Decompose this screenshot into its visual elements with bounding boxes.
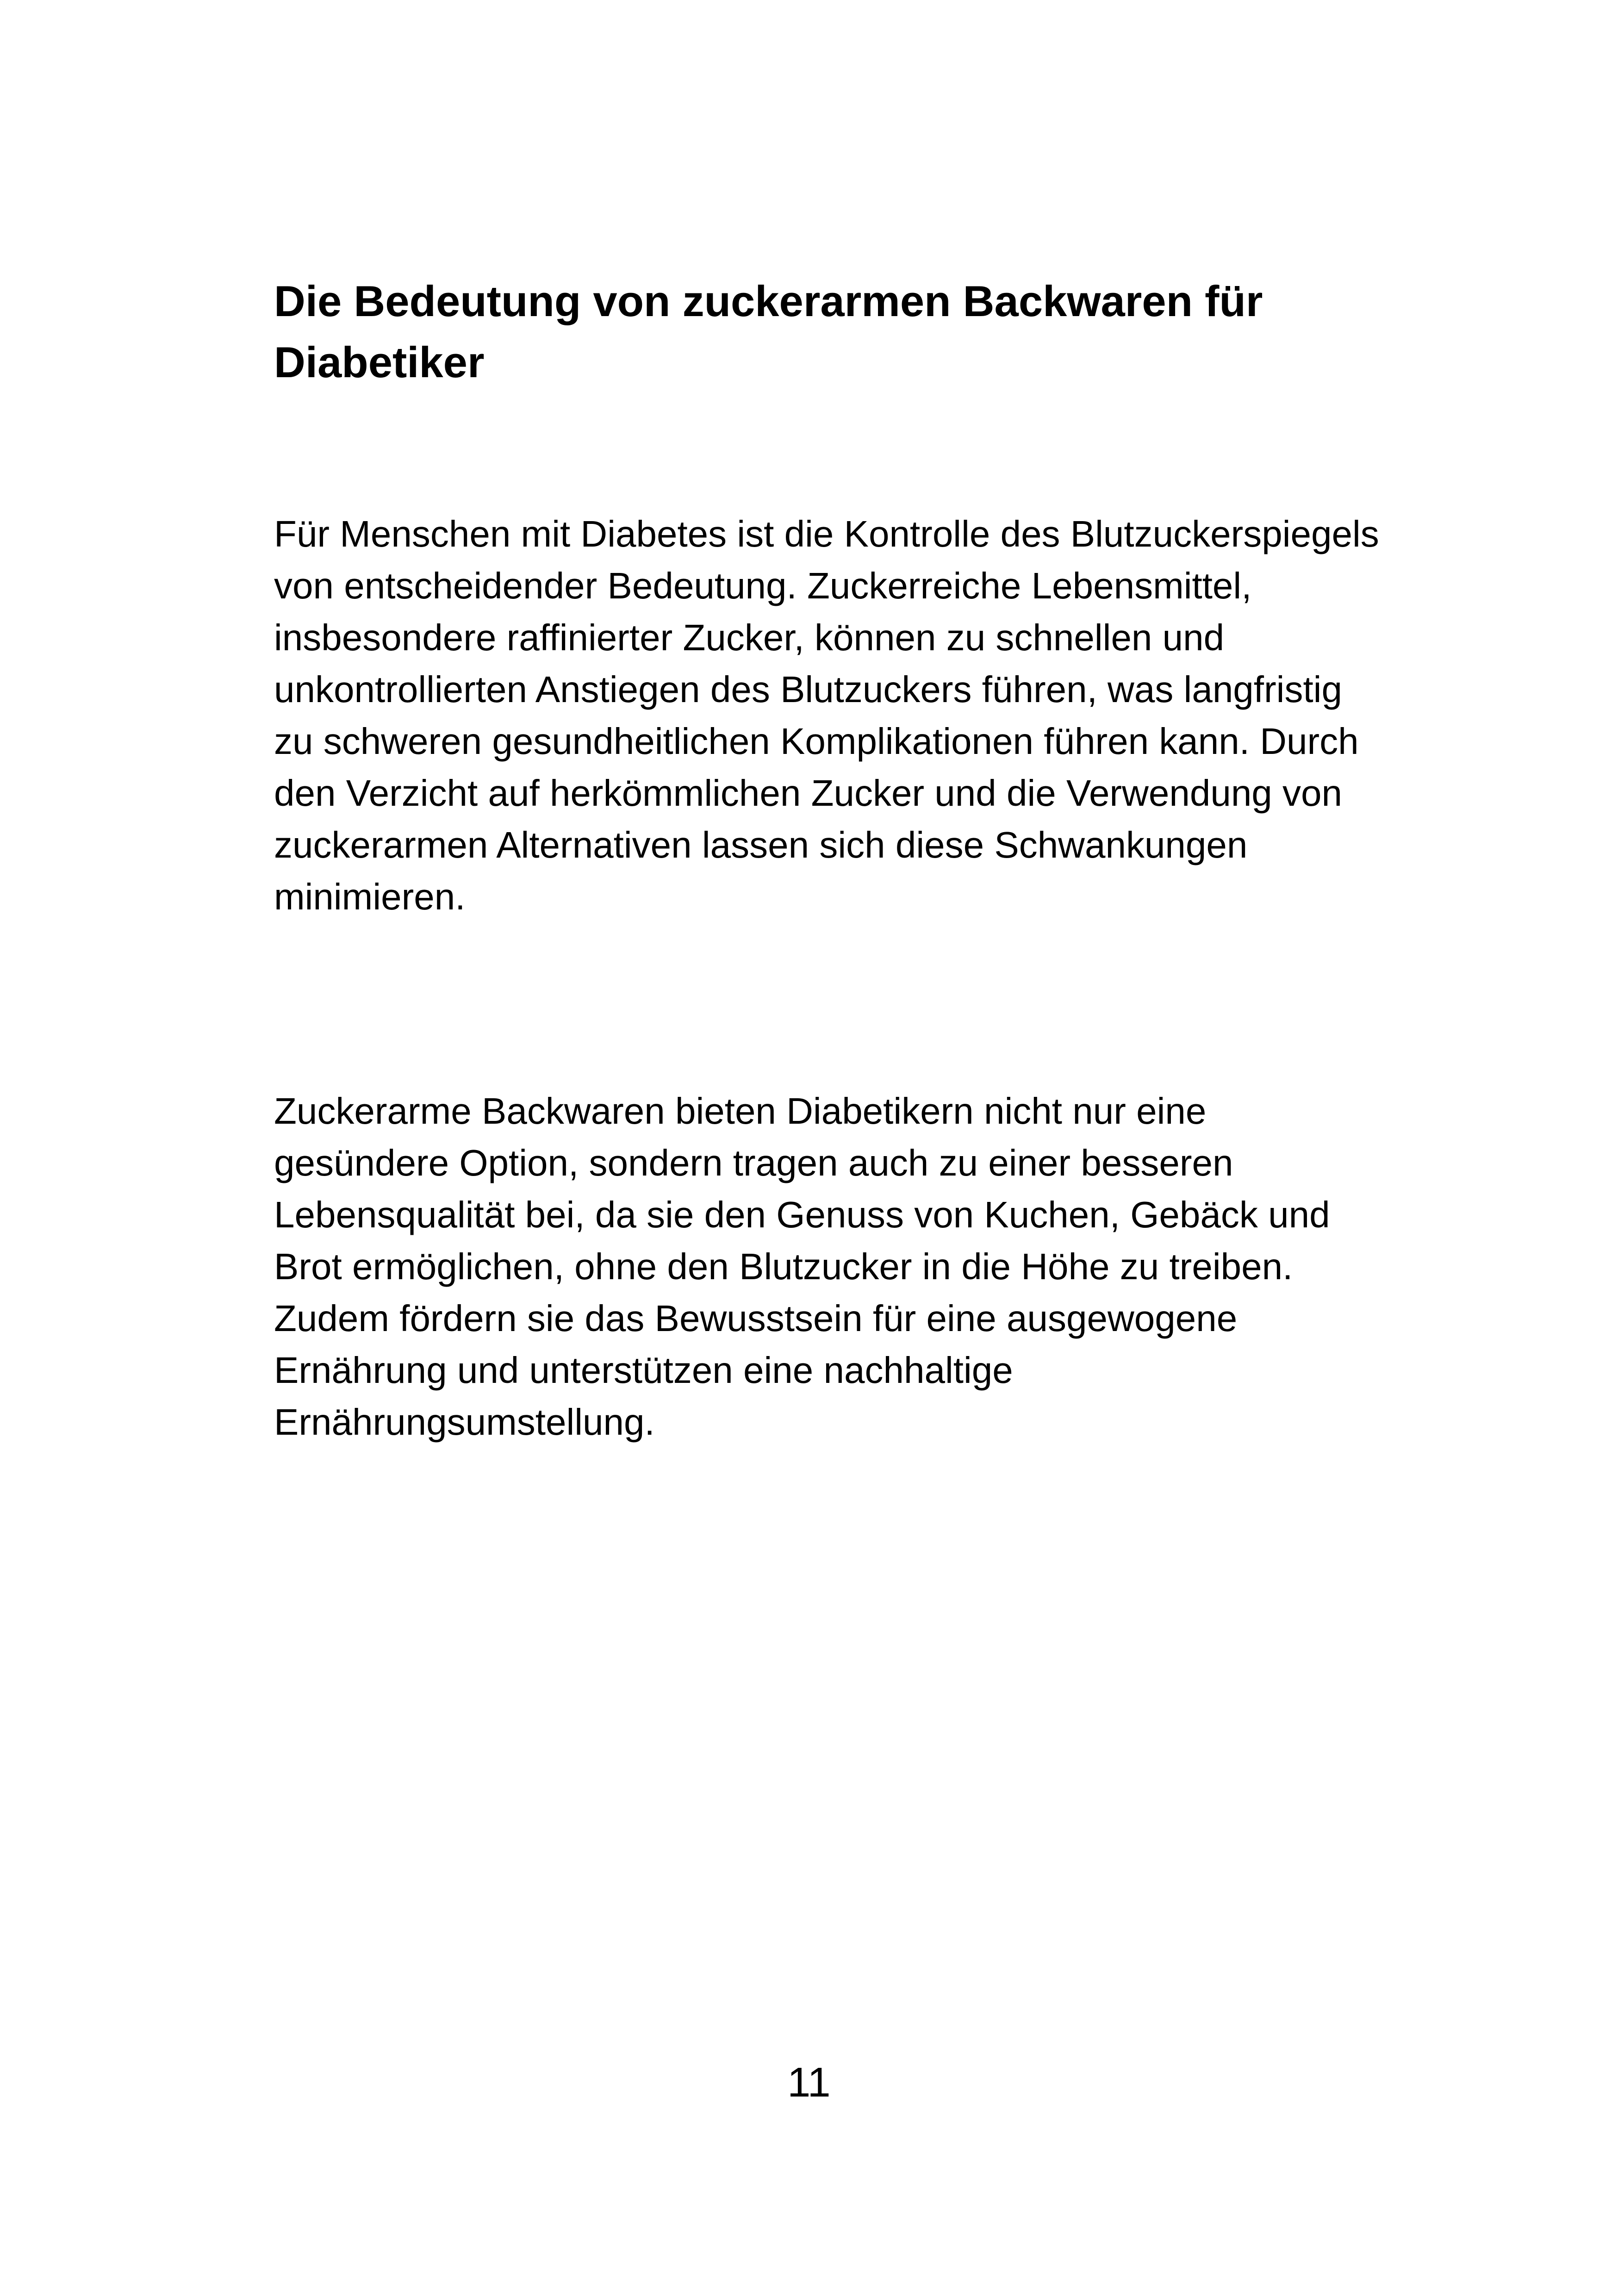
paragraph-2: Zuckerarme Backwaren bieten Diabetikern nicht nur eine gesündere Option, sondern tragen auch zu einer besseren Lebensqualität bei, da sie den Genuss von Kuchen, Gebäck und Brot ermöglichen, ohne den Blutzucker in die Höhe zu treiben. Zudem fördern sie das Bewusstsein für eine ausgewogene Ernährung und unterstützen eine nachhaltige Ernährungsumstellung.: [274, 1090, 1330, 1443]
page-number: 11: [787, 2060, 831, 2106]
section-heading: Die Bedeutung von zuckerarmen Backwaren für Diabetiker: [274, 277, 1263, 386]
paragraph-1: Für Menschen mit Diabetes ist die Kontrolle des Blutzuckerspiegels von entscheidender Bedeutung. Zuckerreiche Lebensmittel, insbesondere raffinierter Zucker, können zu schnellen und unkontrollierten Anstiegen des Blutzuckers führen, was langfristig zu schweren gesundheitlichen Komplikationen führen kann. Durch den Verzicht auf herkömmlichen Zucker und die Verwendung von zuckerarmen Alternativen lassen sich diese Schwankungen minimieren.: [274, 513, 1379, 917]
